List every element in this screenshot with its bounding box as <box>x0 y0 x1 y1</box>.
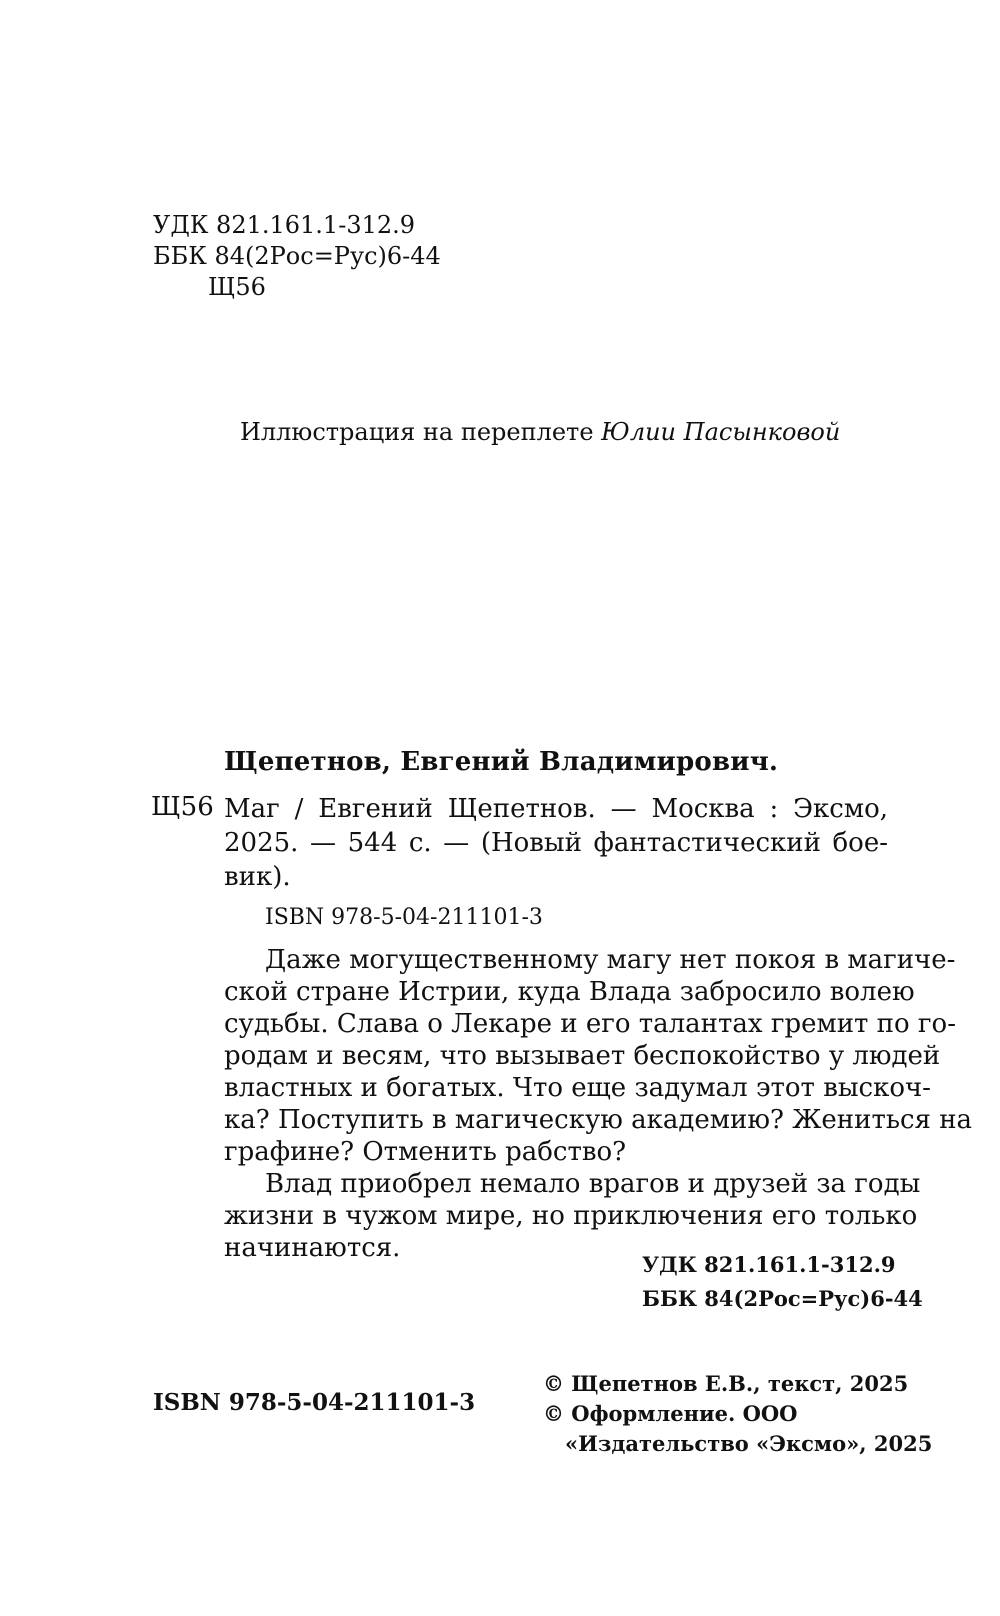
annotation-line: ской стране Истрии, куда Влада забросило волею <box>224 977 915 1007</box>
author-heading: Щепетнов, Евгений Владимирович. <box>224 747 779 777</box>
footer-bbk-code: ББК 84(2Рос=Рус)6-44 <box>642 1286 923 1311</box>
footer-udk-code: УДК 821.161.1-312.9 <box>642 1252 896 1277</box>
bbk-code: ББК 84(2Рос=Рус)6-44 <box>153 242 441 270</box>
illustration-credit <box>240 418 840 446</box>
copyright-text-line: © Щепетнов Е.В., текст, 2025 <box>543 1371 909 1396</box>
annotation-line: жизни в чужом мире, но приключения его только <box>224 1201 918 1231</box>
bibliographic-description <box>224 792 888 894</box>
annotation <box>224 944 973 1264</box>
biblio-author-mark: Щ56 <box>151 792 214 822</box>
biblio-line: Маг / Евгений Щепетнов. — Москва : Эксмо, <box>224 794 888 824</box>
copyright-design-line: © Оформление. ООО <box>543 1401 798 1426</box>
annotation-line: начинаются. <box>224 1233 401 1263</box>
annotation-line: графине? Отменить рабство? <box>224 1137 627 1167</box>
annotation-line: Влад приобрел немало врагов и друзей за годы <box>265 1169 921 1199</box>
annotation-line: судьбы. Слава о Лекаре и его талантах гремит по го- <box>224 1009 956 1039</box>
footer-classification-codes <box>642 1248 923 1316</box>
annotation-line: родам и весям, что вызывает беспокойство у людей <box>224 1041 941 1071</box>
annotation-line: Даже могущественному магу нет покоя в магиче- <box>265 945 956 975</box>
biblio-isbn: ISBN 978-5-04-211101-3 <box>265 905 543 930</box>
copyright-publisher-line: «Издательство «Эксмо», 2025 <box>565 1431 933 1456</box>
illustration-artist: Юлии Пасынковой <box>601 418 841 446</box>
annotation-line: ка? Поступить в магическую академию? Жениться на <box>224 1105 973 1135</box>
header-classification-codes <box>153 210 441 303</box>
udk-code: УДК 821.161.1-312.9 <box>153 211 416 239</box>
biblio-line: вик). <box>224 862 291 892</box>
copyright-block <box>543 1369 932 1459</box>
annotation-line: властных и богатых. Что еще задумал этот выскоч- <box>224 1073 931 1103</box>
illustration-prefix: Иллюстрация на переплете <box>240 418 594 446</box>
author-mark: Щ56 <box>208 273 266 301</box>
footer-isbn: ISBN 978-5-04-211101-3 <box>153 1389 476 1416</box>
biblio-line: 2025. — 544 с. — (Новый фантастический бое- <box>224 828 888 858</box>
